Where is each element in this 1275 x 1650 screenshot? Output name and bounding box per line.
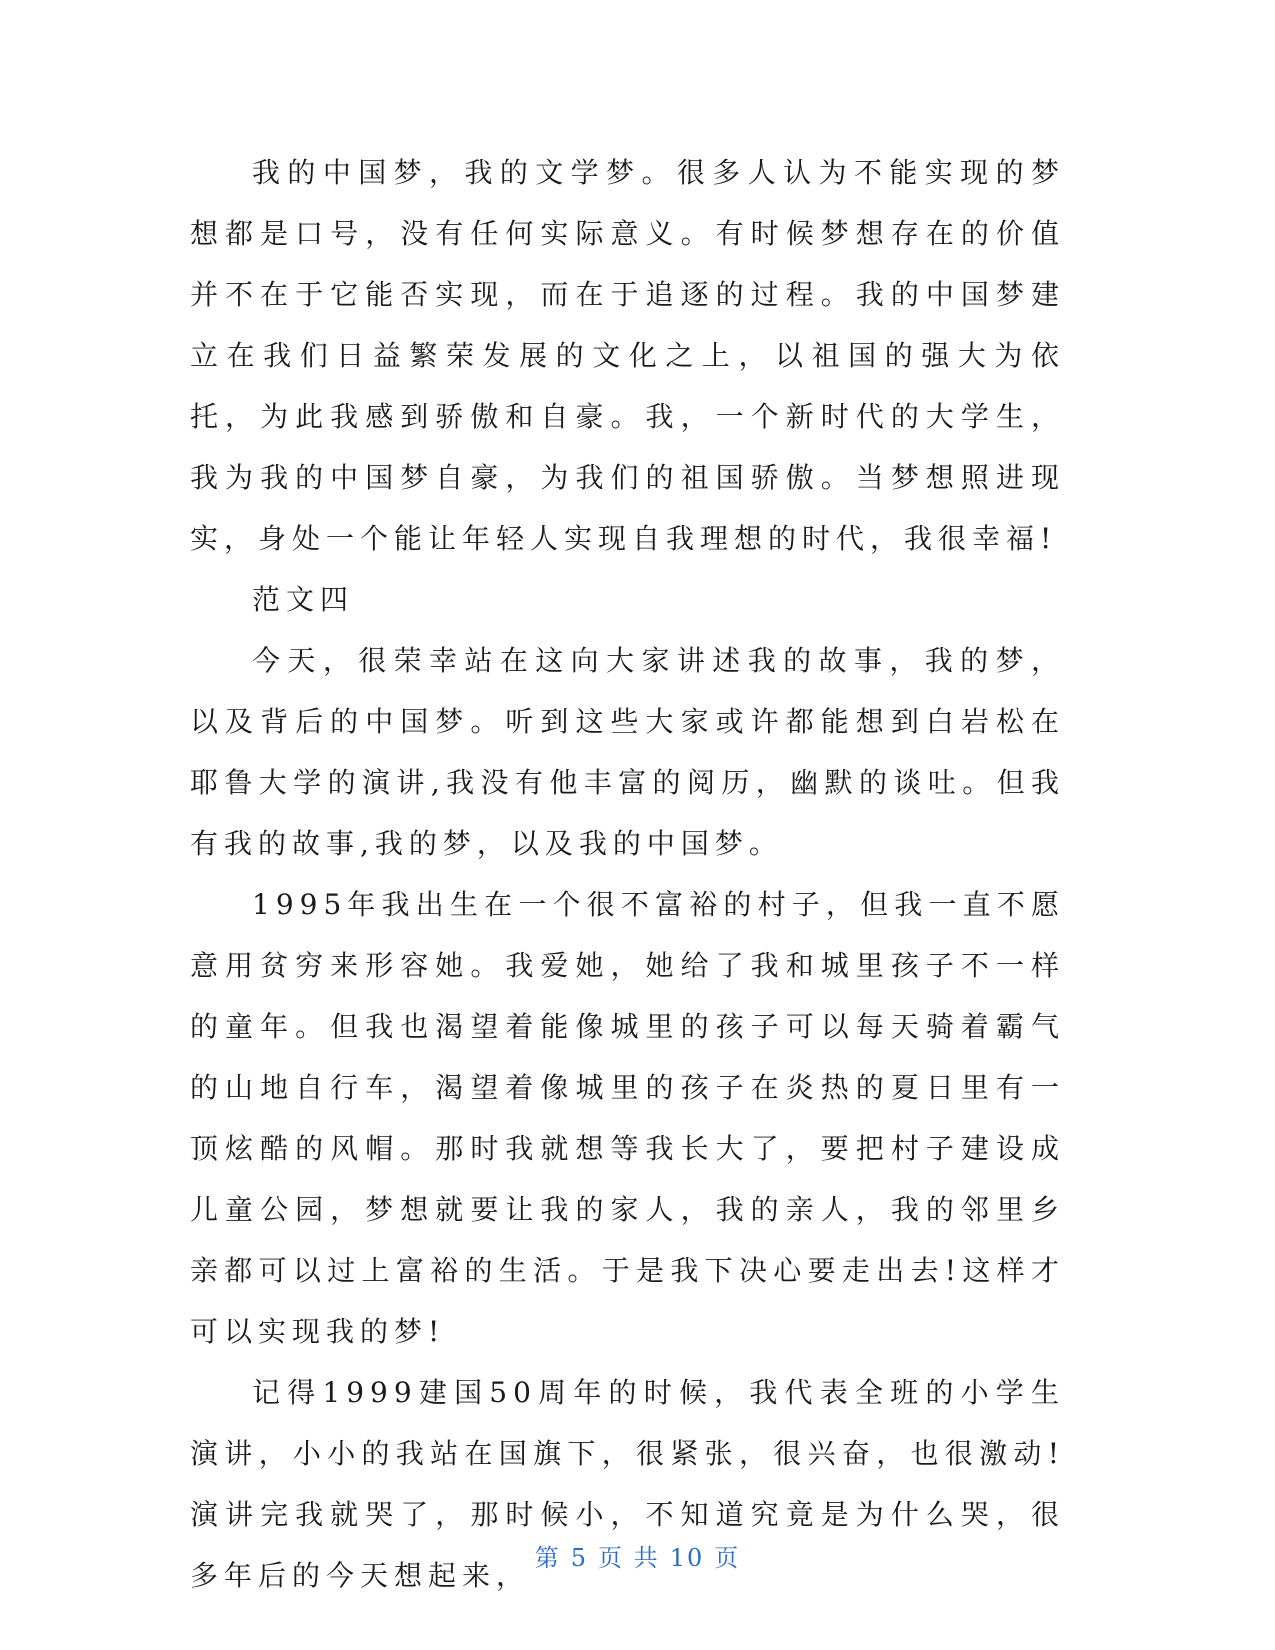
footer-prefix: 第 [534, 1544, 561, 1572]
section-heading: 范文四 [252, 583, 355, 616]
paragraph-4: 记得1999建国50周年的时候，我代表全班的小学生演讲，小小的我站在国旗下，很紧张，很兴奋，也很激动!演讲完我就哭了，那时候小，不知道究竟是为什么哭，很多年后的今天想起来， [190, 1376, 1065, 1592]
paragraph-1: 我的中国梦，我的文学梦。很多人认为不能实现的梦想都是口号，没有任何实际意义。有时候梦想存在的价值并不在于它能否实现，而在于追逐的过程。我的中国梦建立在我们日益繁荣发展的文化之上，以祖国的强大为依托，为此我感到骄傲和自豪。我，一个新时代的大学生，我为我的中国梦自豪，为我们的祖国骄傲。当梦想照进现实，身处一个能让年轻人实现自我理想的时代，我很幸福! [190, 156, 1065, 555]
document-body [190, 142, 1065, 1606]
paragraph-3: 1995年我出生在一个很不富裕的村子，但我一直不愿意用贫穷来形容她。我爱她，她给了我和城里孩子不一样的童年。但我也渴望着能像城里的孩子可以每天骑着霸气的山地自行车，渴望着像城里的孩子在炎热的夏日里有一顶炫酷的风帽。那时我就想等我长大了，要把村子建设成儿童公园，梦想就要让我的家人，我的亲人，我的邻里乡亲都可以过上富裕的生活。于是我下决心要走出去!这样才可以实现我的梦! [190, 888, 1065, 1348]
total-pages-number: 10 [669, 1544, 705, 1572]
paragraph-2: 今天，很荣幸站在这向大家讲述我的故事，我的梦，以及背后的中国梦。听到这些大家或许都能想到白岩松在耶鲁大学的演讲,我没有他丰富的阅历，幽默的谈吐。但我有我的故事,我的梦，以及我的中国梦。 [190, 644, 1065, 860]
current-page-number: 5 [570, 1544, 589, 1572]
page-footer [0, 1538, 1275, 1573]
footer-suffix: 页 [714, 1544, 741, 1572]
footer-middle: 页 共 [598, 1544, 660, 1572]
